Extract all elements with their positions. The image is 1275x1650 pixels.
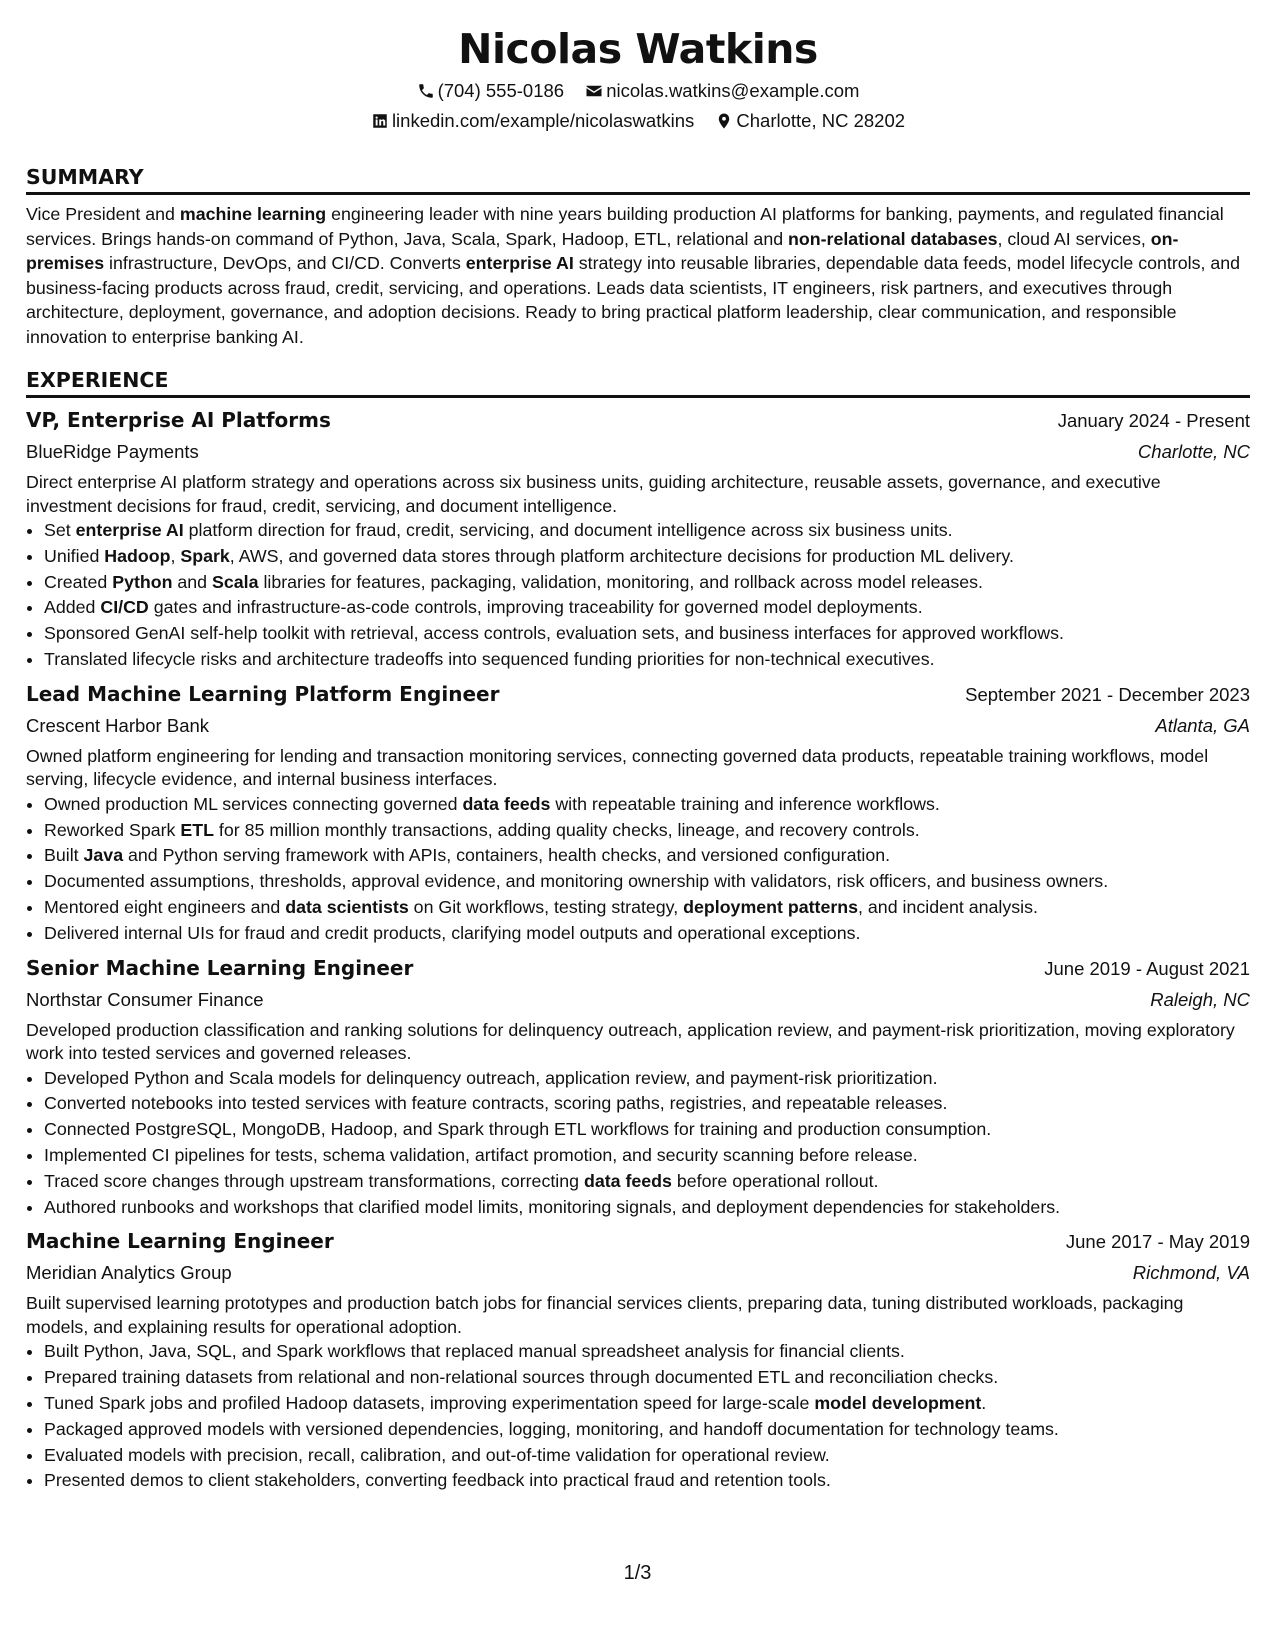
job-bullet [44,621,1250,647]
job-bullet [44,647,1250,673]
text-run: Unified [44,545,105,566]
text-run: Vice President and [26,204,180,224]
bold-keyword: Hadoop [104,545,171,566]
location-text: Charlotte, NC 28202 [736,110,906,131]
job-company: Northstar Consumer Finance [26,988,264,1010]
job-bullet [44,1468,1250,1494]
email-contact[interactable] [585,76,859,106]
linkedin-url[interactable]: linkedin.com/example/nicolaswatkins [391,110,695,131]
job-location: Richmond, VA [1132,1262,1250,1284]
job-bullet [44,869,1250,895]
text-run: Evaluated models with precision, recall, calibration, and out-of-time validation for operational review. [44,1444,830,1465]
text-run: Translated lifecycle risks and architecture tradeoffs into sequenced funding priorities for non-technical executives. [44,648,935,669]
text-run: strategy into reusable libraries, dependable data feeds, model lifecycle controls, and business-facing products across fraud, credit, servicing, and operations. Leads data scientists, IT engineers, risk partners, and executives through architecture, deployment, governance, and adoption decisions. Ready to bring practical platform leadership, clear communication, and responsible innovation to enterprise banking AI. [26,253,1241,347]
linkedin-icon [371,112,389,130]
text-run: gates and infrastructure-as-code controls, improving traceability for governed model deployments. [148,597,923,618]
text-run: and Python serving framework with APIs, containers, health checks, and versioned configuration. [123,845,891,866]
job-bullet [44,1066,1250,1092]
bold-keyword: non-relational databases [788,228,998,249]
text-run: Mentored eight engineers and [44,896,286,917]
bold-keyword: Scala [212,571,259,592]
job-location: Atlanta, GA [1155,714,1250,736]
job-bullet [44,1339,1250,1365]
text-run: Packaged approved models with versioned dependencies, logging, monitoring, and handoff documentation for technology teams. [44,1418,1059,1439]
resume-page [26,22,1250,1494]
text-run: Converted notebooks into tested services with feature contracts, scoring paths, registries, and repeatable releases. [44,1093,948,1114]
job-bullet [44,1091,1250,1117]
experience-heading: EXPERIENCE [26,367,1250,398]
linkedin-contact[interactable] [371,106,694,136]
bold-keyword: model development [814,1392,982,1413]
text-run: Implemented CI pipelines for tests, schema validation, artifact promotion, and security scanning before release. [44,1144,918,1165]
text-run: , [170,545,181,566]
text-run: Delivered internal UIs for fraud and credit products, clarifying model outputs and operational exceptions. [44,922,861,943]
job-bullet [44,921,1250,947]
text-run: Traced score changes through upstream transformations, correcting [44,1170,584,1191]
job-bullet [44,1117,1250,1143]
bold-keyword: ETL [180,819,214,840]
job-entry [26,953,1250,1221]
experience-section [26,367,1250,1494]
text-run: Tuned Spark jobs and profiled Hadoop datasets, improving experimentation speed for large-scale [44,1392,815,1413]
bold-keyword: data feeds [583,1170,672,1191]
contact-line-2 [26,106,1250,136]
text-run: and [172,571,213,592]
envelope-icon [585,82,603,100]
phone-number: (704) 555-0186 [437,80,565,101]
job-dates: January 2024 - Present [1057,410,1250,431]
text-run: engineering leader with nine years building production AI platforms for banking, payments, and regulated financial services. Brings hands-on command of Python, Java, Scala, Spark, Hadoop, ETL, relational and [26,204,1224,249]
job-description: Owned platform engineering for lending and transaction monitoring services, connecting governed data products, repeatable training workflows, model serving, lifecycle evidence, and internal business interfaces. [26,745,1209,790]
candidate-name: Nicolas Watkins [458,25,818,73]
job-description: Direct enterprise AI platform strategy and operations across six business units, guiding architecture, reusable assets, governance, and executive investment decisions for fraud, credit, servicing, and document intelligence. [26,472,1161,516]
bold-keyword: deployment patterns [683,896,859,917]
job-bullet [44,544,1250,570]
job-title: VP, Enterprise AI Platforms [26,408,331,432]
job-location: Raleigh, NC [1150,988,1250,1010]
text-run: Prepared training datasets from relational and non-relational sources through documented ETL and reconciliation checks. [44,1367,999,1388]
text-run: Built Python, Java, SQL, and Spark workflows that replaced manual spreadsheet analysis for financial clients. [44,1341,905,1362]
text-run: Sponsored GenAI self-help toolkit with retrieval, access controls, evaluation sets, and business interfaces for approved workflows. [44,623,1064,644]
job-company-row [26,984,1250,1016]
email-address[interactable]: nicolas.watkins@example.com [606,80,860,101]
contact-line-1 [26,76,1250,106]
job-entry [26,405,1250,673]
job-bullet [44,792,1250,818]
job-bullet [44,1169,1250,1195]
job-title-row [26,953,1250,984]
job-title-row [26,1226,1250,1257]
bold-keyword: enterprise AI [465,253,574,273]
experience-list [26,405,1250,1494]
job-bullet [44,843,1250,869]
bold-keyword: machine learning [179,204,327,224]
job-bullet [44,1365,1250,1391]
job-entry [26,679,1250,947]
text-run: Owned production ML services connecting governed [44,793,463,814]
text-run: for 85 million monthly transactions, adding quality checks, lineage, and recovery controls. [213,819,920,840]
job-company: BlueRidge Payments [26,441,199,462]
job-title-row [26,405,1250,436]
job-bullet-list [26,792,1250,947]
text-run: Built [44,845,84,866]
job-bullet [44,595,1250,621]
location-contact [715,106,905,136]
text-run: Connected PostgreSQL, MongoDB, Hadoop, and Spark through ETL workflows for training and production consumption. [44,1119,992,1140]
job-title: Lead Machine Learning Platform Engineer [26,681,500,706]
phone-icon [417,82,435,100]
text-run: Documented assumptions, thresholds, approval evidence, and monitoring ownership with validators, risk officers, and business owners. [44,871,1109,892]
job-description: Built supervised learning prototypes and production batch jobs for financial services clients, preparing data, tuning distributed workloads, packaging models, and explaining results for operational adoption. [26,1293,1184,1337]
text-run: , AWS, and governed data stores through platform architecture decisions for production ML delivery. [229,545,1014,566]
text-run: , cloud AI services, [997,228,1151,249]
page-number: 1/3 [623,1562,652,1584]
job-bullet [44,570,1250,596]
bold-keyword: Java [83,845,124,866]
text-run: Authored runbooks and workshops that clarified model limits, monitoring signals, and deployment dependencies for stakeholders. [44,1196,1061,1217]
text-run: libraries for features, packaging, validation, monitoring, and rollback across model releases. [258,571,983,592]
job-bullet [44,1443,1250,1469]
job-dates: June 2019 - August 2021 [1044,957,1250,979]
text-run: . [981,1392,987,1413]
job-company: Meridian Analytics Group [26,1262,232,1284]
job-title: Senior Machine Learning Engineer [26,955,414,980]
text-run: Set [44,520,76,540]
job-company-row [26,1257,1250,1289]
text-run: platform direction for fraud, credit, servicing, and document intelligence across six business units. [183,520,953,540]
job-bullet [44,895,1250,921]
phone-contact [417,76,565,106]
map-pin-icon [715,112,733,130]
job-entry [26,1226,1250,1494]
job-bullet [44,1391,1250,1417]
job-bullet [44,818,1250,844]
job-title-row [26,679,1250,710]
job-company: Crescent Harbor Bank [26,714,210,736]
bold-keyword: on-premises [26,228,1179,273]
job-dates: June 2017 - May 2019 [1065,1231,1250,1253]
job-bullet [44,1143,1250,1169]
job-dates: September 2021 - December 2023 [965,683,1250,705]
summary-section [26,164,1250,349]
job-bullet-list [26,1066,1250,1221]
text-run: Added [44,597,101,618]
bold-keyword: Python [112,571,173,592]
job-bullet-list [26,518,1250,673]
text-run: before operational rollout. [671,1170,879,1191]
text-run: on Git workflows, testing strategy, [408,896,684,917]
bold-keyword: data feeds [462,793,551,814]
job-company-row [26,436,1250,468]
text-run: , and incident analysis. [858,896,1038,917]
job-title: Machine Learning Engineer [26,1229,334,1254]
summary-heading: SUMMARY [26,164,1250,195]
text-run: Reworked Spark [44,819,181,840]
bold-keyword: data scientists [285,896,409,917]
text-run: infrastructure, DevOps, and CI/CD. Converts [104,253,466,273]
job-bullet [44,1195,1250,1221]
text-run: with repeatable training and inference workflows. [550,793,940,814]
bold-keyword: enterprise AI [75,520,184,540]
job-bullet-list [26,1339,1250,1494]
summary-text [26,202,1250,349]
job-description: Developed production classification and ranking solutions for delinquency outreach, application review, and payment-risk prioritization, moving exploratory work into tested services and governed releases. [26,1019,1235,1064]
job-location: Charlotte, NC [1137,441,1250,462]
bold-keyword: CI/CD [100,597,149,618]
job-bullet [44,1417,1250,1443]
job-company-row [26,710,1250,742]
bold-keyword: Spark [180,545,230,566]
text-run: Created [44,571,113,592]
text-run: Developed Python and Scala models for delinquency outreach, application review, and payment-risk prioritization. [44,1067,938,1088]
text-run: Presented demos to client stakeholders, converting feedback into practical fraud and retention tools. [44,1470,831,1491]
job-bullet [44,518,1250,544]
